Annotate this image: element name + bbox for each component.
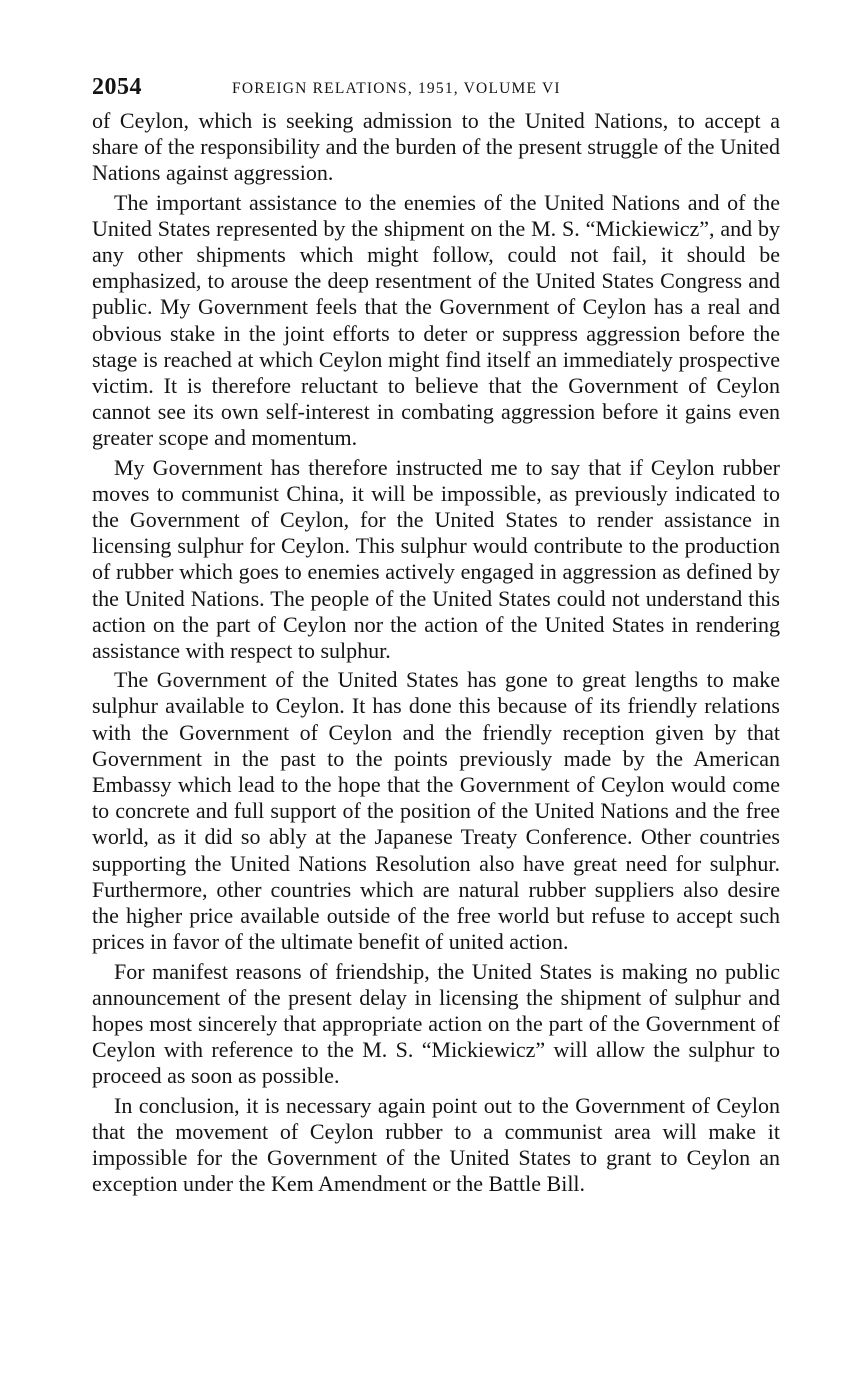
- page-number: 2054: [92, 74, 142, 100]
- paragraph-rubber-to-china: My Government has therefore instructed me to say that if Ceylon rubber moves to communist China, it will be impossible, as previously indicated to the Government of Ceylon, for the United States to render assistance in licensing sulphur for Ceylon. This sulphur would contribute to the production of rubber which goes to enemies actively engaged in aggression as defined by the United Nations. The people of the United States could not understand this action on the part of Ceylon nor the action of the United States in rendering assistance with respect to sulphur.: [92, 454, 780, 664]
- paragraph-continuation: of Ceylon, which is seeking admission to the United Nations, to accept a share of the responsibility and the burden of the present struggle of the United Nations against aggression.: [92, 108, 780, 186]
- paragraph-assistance-to-enemies: The important assistance to the enemies of the United Nations and of the United States represented by the shipment on the M. S. “Mickiewicz”, and by any other shipments which might follow, could not fail, it should be emphasized, to arouse the deep resentment of the United States Congress and public. My Government feels that the Government of Ceylon has a real and obvious stake in the joint efforts to deter or suppress aggression before the stage is reached at which Ceylon might find itself an immediately prospective victim. It is therefore reluctant to believe that the Government of Ceylon cannot see its own self-interest in combating aggression before it gains even greater scope and momentum.: [92, 189, 780, 451]
- paragraph-friendship: For manifest reasons of friendship, the United States is making no public announcement of the present delay in licensing the shipment of sulphur and hopes most sincerely that appropriate action on the part of the Government of Ceylon with reference to the M. S. “Mickiewicz” will allow the sulphur to proceed as soon as possible.: [92, 958, 780, 1089]
- page-header: [92, 72, 780, 108]
- paragraph-sulphur-availability: The Government of the United States has gone to great lengths to make sulphur available to Ceylon. It has done this because of its friendly relations with the Government of Ceylon and the friendly reception given by that Government in the past to the points previously made by the American Embassy which lead to the hope that the Government of Ceylon would come to concrete and full support of the position of the United Nations and the free world, as it did so ably at the Japanese Treaty Conference. Other countries supporting the United Nations Resolution also have great need for sulphur. Furthermore, other countries which are natural rubber suppliers also desire the higher price available outside of the free world but refuse to accept such prices in favor of the ultimate benefit of united action.: [92, 667, 780, 955]
- paragraph-conclusion: In conclusion, it is necessary again point out to the Government of Ceylon that the movement of Ceylon rubber to a communist area will make it impossible for the Government of the United States to grant to Ceylon an exception under the Kem Amendment or the Battle Bill.: [92, 1092, 780, 1197]
- document-page: [92, 72, 780, 1197]
- body-text: [92, 108, 780, 1197]
- running-head: FOREIGN RELATIONS, 1951, VOLUME VI: [232, 80, 561, 97]
